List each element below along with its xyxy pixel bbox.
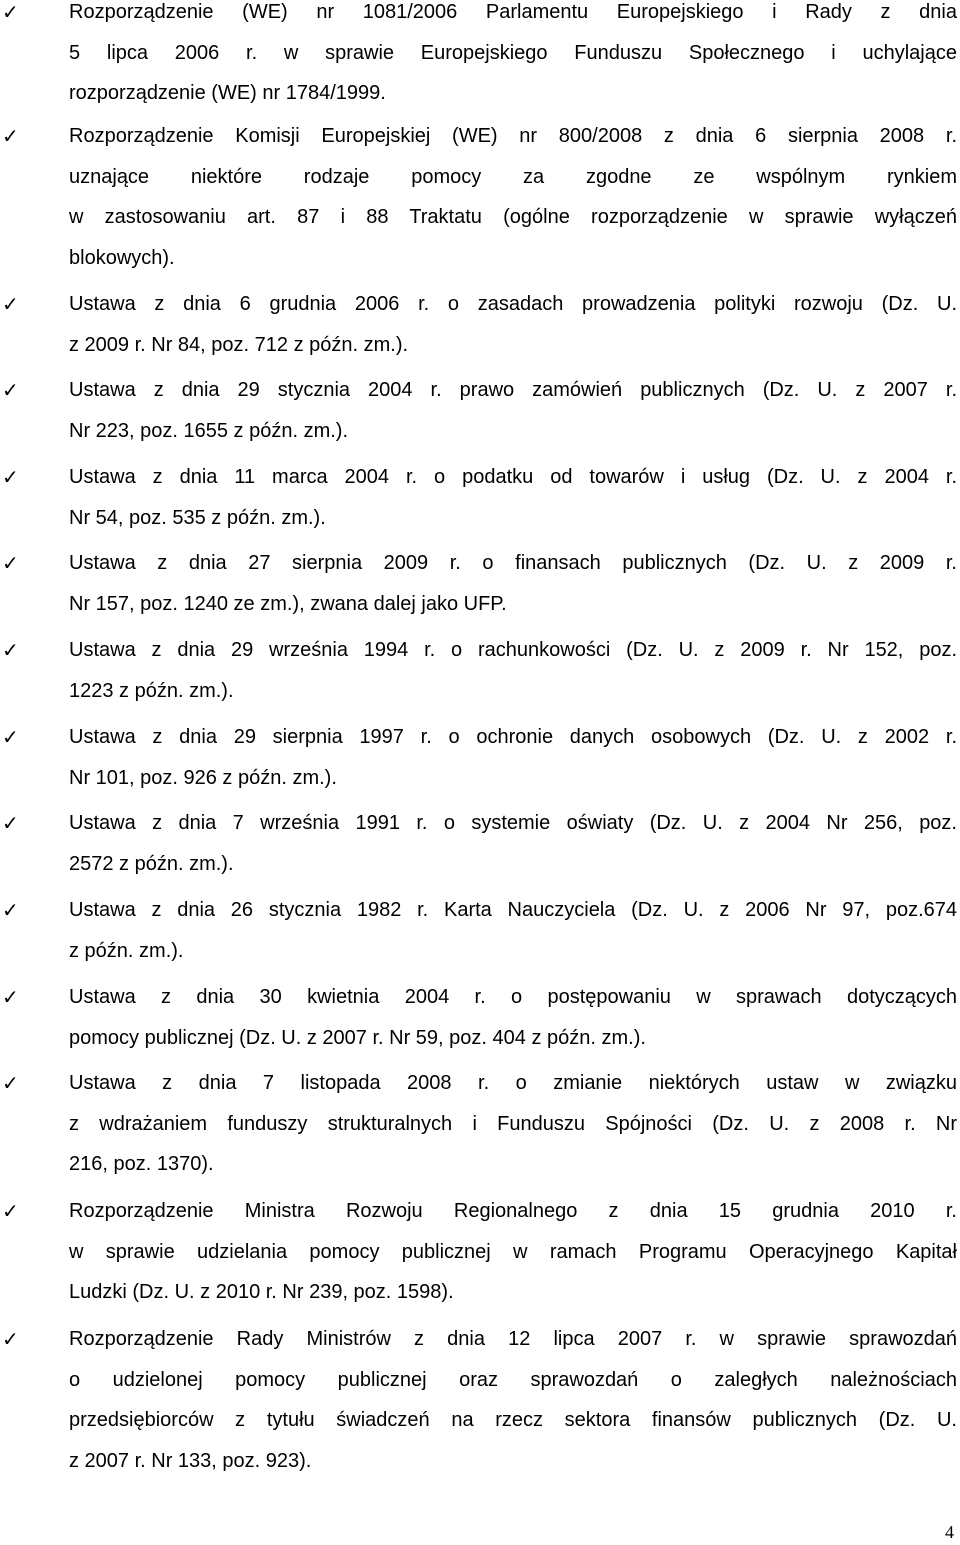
text-line: blokowych). <box>69 246 175 269</box>
text-line: Nr 223, poz. 1655 z późn. zm.). <box>69 419 349 442</box>
list-item-text <box>69 630 957 711</box>
text-line: Ustawa z dnia 7 września 1991 r. o systemie oświaty (Dz. U. z 2004 Nr 256, poz. <box>69 812 957 834</box>
checkmark-icon: ✓ <box>2 725 19 749</box>
text-line: 2572 z późn. zm.). <box>69 852 234 875</box>
text-line: rozporządzenie (WE) nr 1784/1999. <box>69 82 386 104</box>
checkmark-icon: ✓ <box>2 985 19 1009</box>
list-item-text <box>69 116 957 278</box>
text-line: 1223 z późn. zm.). <box>69 679 234 702</box>
text-line: Nr 54, poz. 535 z późn. zm.). <box>69 506 326 529</box>
checkmark-icon: ✓ <box>2 124 19 148</box>
text-line: z późn. zm.). <box>69 939 184 962</box>
text-line: Ustawa z dnia 29 sierpnia 1997 r. o ochronie danych osobowych (Dz. U. z 2002 r. <box>69 726 957 748</box>
text-line: Rozporządzenie (WE) nr 1081/2006 Parlamentu Europejskiego i Rady z dnia <box>69 1 957 23</box>
list-item-text <box>69 977 957 1058</box>
text-line: Ustawa z dnia 7 listopada 2008 r. o zmianie niektórych ustaw w związku <box>69 1072 957 1094</box>
text-line: uznające niektóre rodzaje pomocy za zgodne ze wspólnym rynkiem <box>69 165 957 188</box>
checkmark-icon: ✓ <box>2 378 19 402</box>
text-line: 216, poz. 1370). <box>69 1153 214 1175</box>
list-item-text <box>69 1063 957 1185</box>
text-line: Ustawa z dnia 6 grudnia 2006 r. o zasadach prowadzenia polityki rozwoju (Dz. U. <box>69 293 957 315</box>
list-item-text <box>69 370 957 451</box>
list-item-text <box>69 803 957 884</box>
checkmark-icon: ✓ <box>2 1199 19 1223</box>
list-item-text <box>69 543 957 624</box>
text-line: w sprawie udzielania pomocy publicznej w ramach Programu Operacyjnego Kapitał <box>69 1240 957 1263</box>
text-line: w zastosowaniu art. 87 i 88 Traktatu (ogólne rozporządzenie w sprawie wyłączeń <box>69 206 957 228</box>
checkmark-icon: ✓ <box>2 465 19 489</box>
list-item-text <box>69 0 957 114</box>
text-line: Rozporządzenie Komisji Europejskiej (WE) nr 800/2008 z dnia 6 sierpnia 2008 r. <box>69 125 957 147</box>
checkmark-icon: ✓ <box>2 638 19 662</box>
checkmark-icon: ✓ <box>2 811 19 835</box>
text-line: Ludzki (Dz. U. z 2010 r. Nr 239, poz. 1598). <box>69 1281 454 1303</box>
checkmark-icon: ✓ <box>2 1071 19 1095</box>
text-line: Nr 157, poz. 1240 ze zm.), zwana dalej jako UFP. <box>69 592 507 615</box>
list-item-text <box>69 717 957 798</box>
text-line: 5 lipca 2006 r. w sprawie Europejskiego Funduszu Społecznego i uchylające <box>69 41 957 64</box>
text-line: Ustawa z dnia 29 września 1994 r. o rachunkowości (Dz. U. z 2009 r. Nr 152, poz. <box>69 639 957 661</box>
text-line: Ustawa z dnia 11 marca 2004 r. o podatku od towarów i usług (Dz. U. z 2004 r. <box>69 466 957 488</box>
checkmark-icon: ✓ <box>2 0 19 24</box>
text-line: z 2009 r. Nr 84, poz. 712 z późn. zm.). <box>69 333 409 356</box>
list-item-text <box>69 890 957 971</box>
checkmark-icon: ✓ <box>2 898 19 922</box>
text-line: z wdrażaniem funduszy strukturalnych i Funduszu Spójności (Dz. U. z 2008 r. Nr <box>69 1112 957 1135</box>
text-line: przedsiębiorców z tytułu świadczeń na rzecz sektora finansów publicznych (Dz. U. <box>69 1409 957 1431</box>
text-line: pomocy publicznej (Dz. U. z 2007 r. Nr 59, poz. 404 z późn. zm.). <box>69 1026 646 1049</box>
text-line: Ustawa z dnia 26 stycznia 1982 r. Karta Nauczyciela (Dz. U. z 2006 Nr 97, poz.674 <box>69 899 957 921</box>
text-line: Ustawa z dnia 29 stycznia 2004 r. prawo zamówień publicznych (Dz. U. z 2007 r. <box>69 379 957 401</box>
text-line: o udzielonej pomocy publicznej oraz sprawozdań o zaległych należnościach <box>69 1368 957 1391</box>
page-number: 4 <box>945 1522 954 1542</box>
text-line: z 2007 r. Nr 133, poz. 923). <box>69 1449 312 1472</box>
text-line: Nr 101, poz. 926 z późn. zm.). <box>69 766 337 789</box>
checkmark-icon: ✓ <box>2 1327 19 1351</box>
checkmark-icon: ✓ <box>2 292 19 316</box>
text-line: Rozporządzenie Ministra Rozwoju Regionalnego z dnia 15 grudnia 2010 r. <box>69 1200 957 1222</box>
text-line: Ustawa z dnia 30 kwietnia 2004 r. o postępowaniu w sprawach dotyczących <box>69 986 957 1008</box>
list-item-text <box>69 457 957 538</box>
text-line: Rozporządzenie Rady Ministrów z dnia 12 lipca 2007 r. w sprawie sprawozdań <box>69 1328 957 1350</box>
list-item-text <box>69 284 957 365</box>
checkmark-icon: ✓ <box>2 551 19 575</box>
list-item-text <box>69 1191 957 1313</box>
list-item-text <box>69 1319 957 1481</box>
text-line: Ustawa z dnia 27 sierpnia 2009 r. o finansach publicznych (Dz. U. z 2009 r. <box>69 552 957 574</box>
